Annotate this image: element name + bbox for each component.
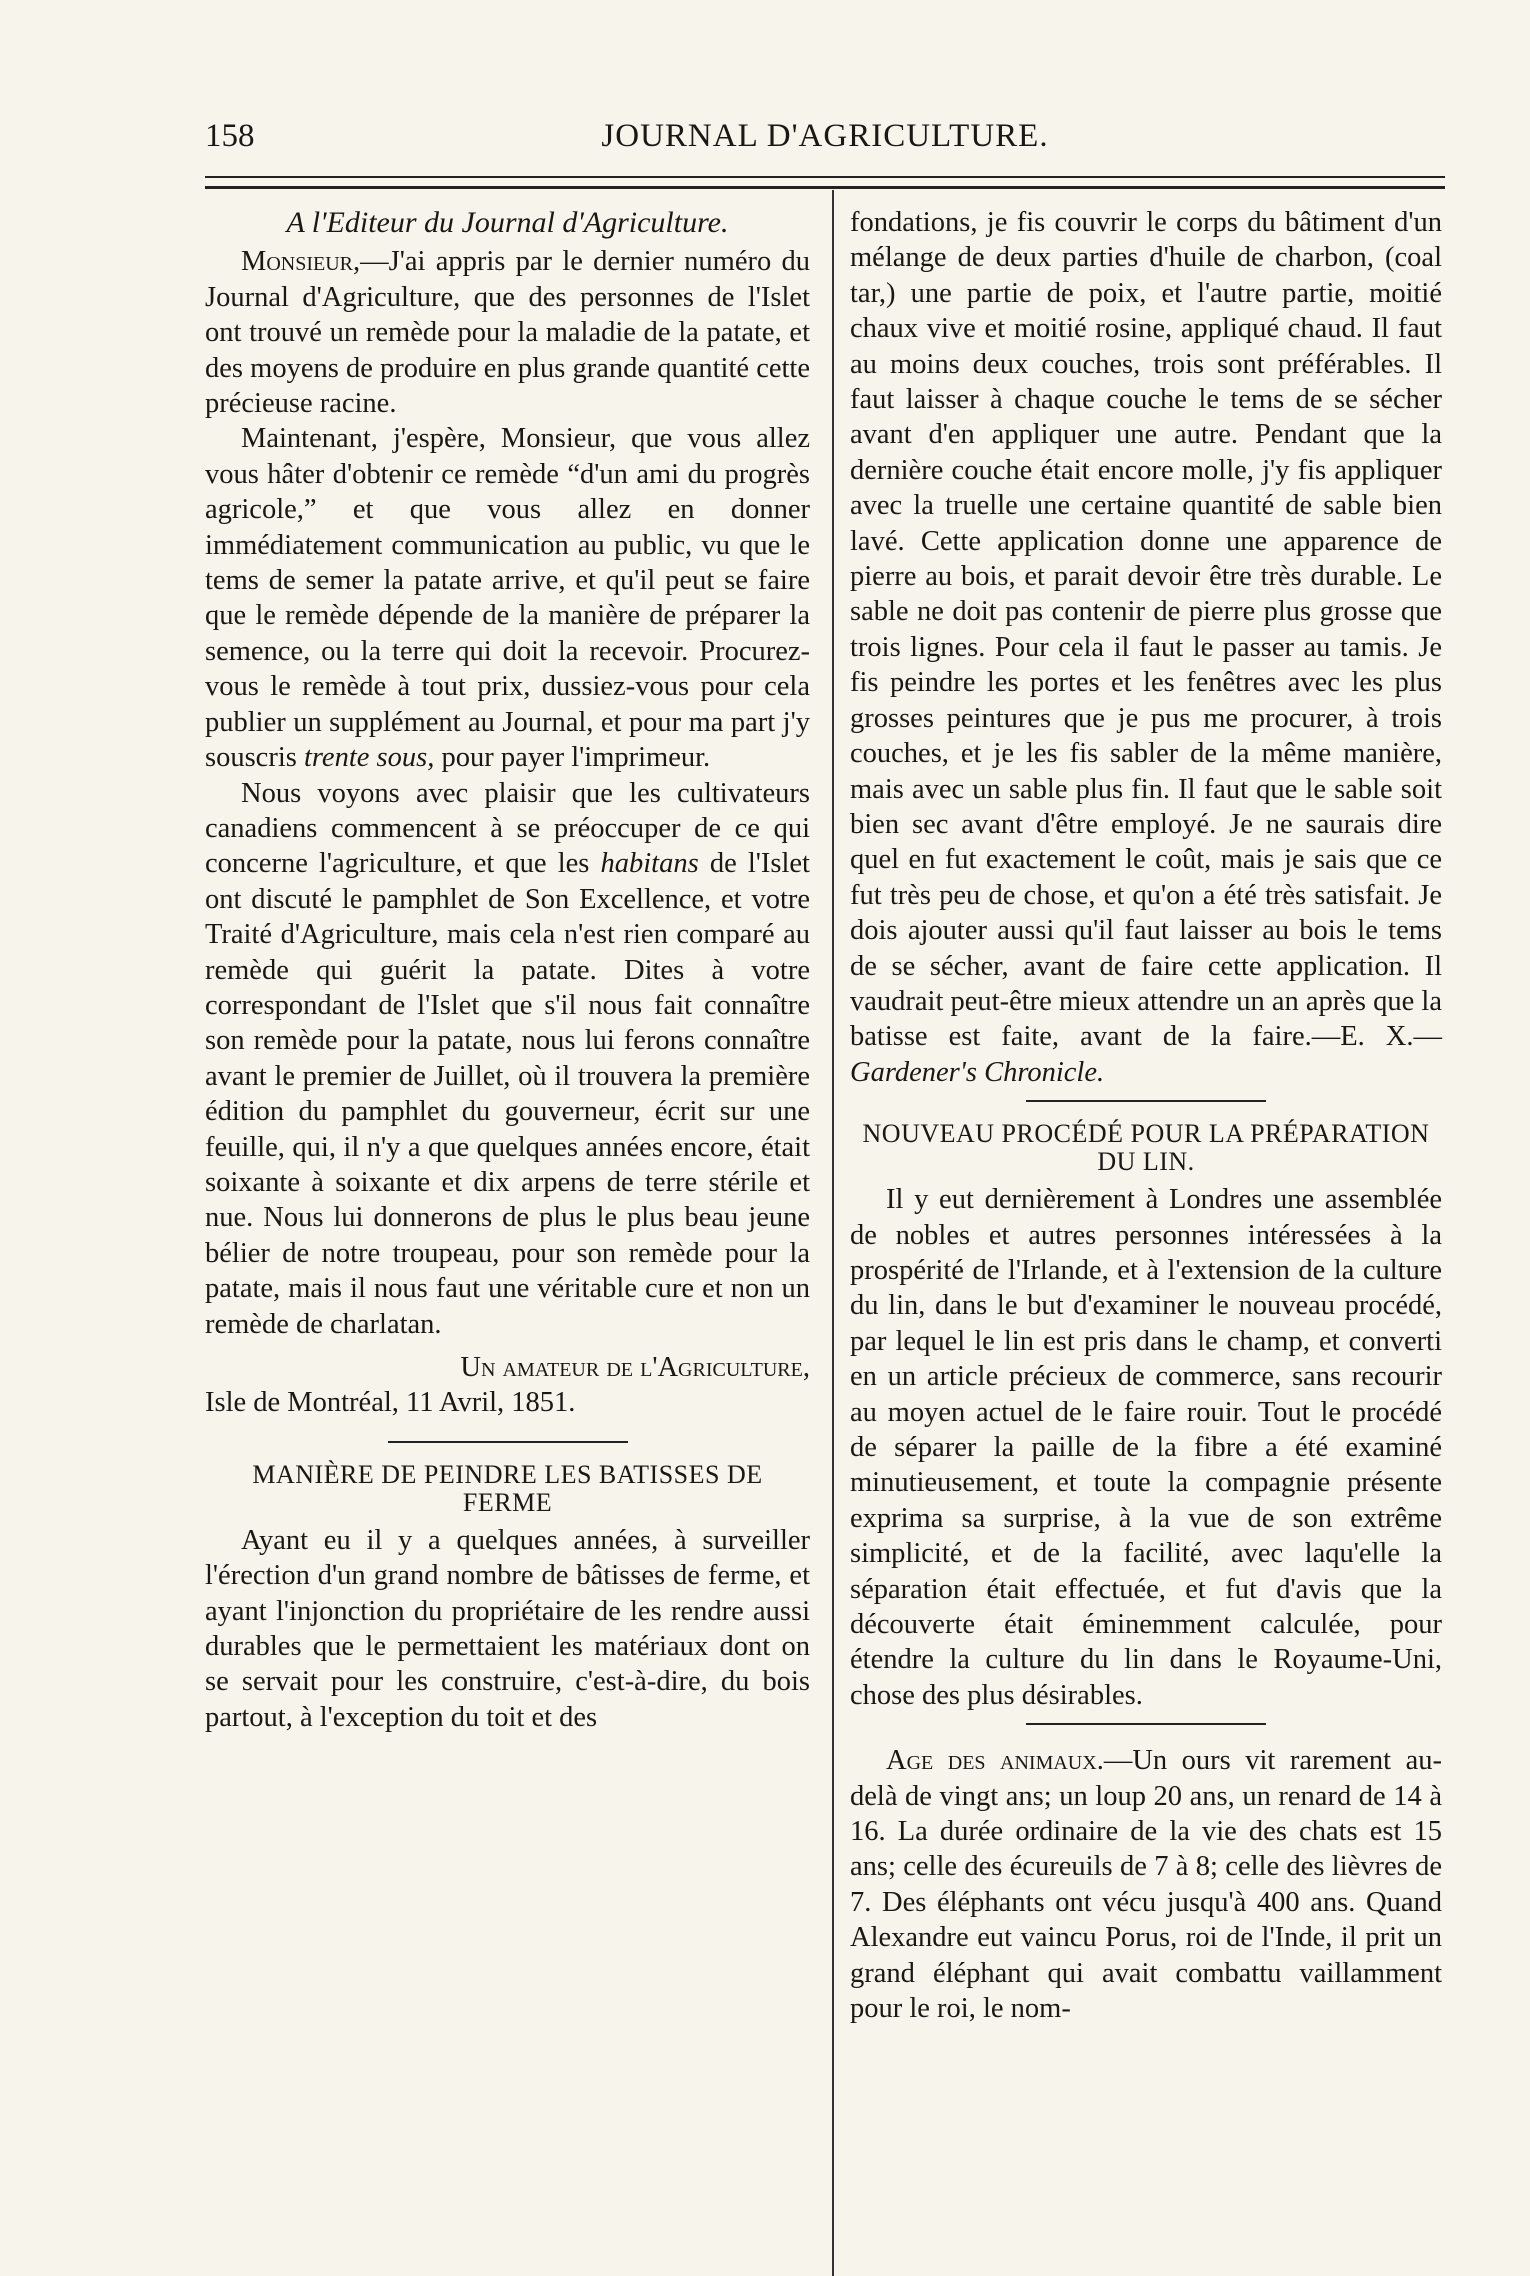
page-header <box>205 118 1445 168</box>
letter-paragraph-2 <box>205 421 810 775</box>
letter-paragraph-3-text-a: Nous voyons avec plaisir que les cultivateurs canadiens commencent à se préoccuper de ce qui concerne l'agriculture, et que les <box>205 777 810 880</box>
letter-paragraph-3 <box>205 776 810 1343</box>
column-divider <box>832 190 834 2276</box>
letter-paragraph-2-text-b: pour payer l'imprimeur. <box>434 742 711 774</box>
painting-continuation-text: fondations, je fis couvrir le corps du bâtiment d'un mélange de deux parties d'huile de charbon, (coal tar,) une partie de poix, et l'autre partie, moitié chaux vive et moitié rosine, appliqué chaud. Il faut au moins deux couches, trois sont préférables. Il faut laisser à chaque couche le tems de se sécher avant d'en appliquer une autre. Pendant que la dernière couche était encore molle, j'y fis appliquer avec la truelle une certaine quantité de sable bien lavé. Cette application donne une apparence de pierre au bois, et parait devoir être très durable. Le sable ne doit pas contenir de pierre plus grosse que trois lignes. Pour cela il faut le passer au tamis. Je fis peindre les portes et les fenêtres avec les plus grosses peintures que je pus me procurer, à trois couches, et je les fis sabler de la même manière, mais avec un sable plus fin. Il faut que le sable soit bien sec avant d'être employé. Je ne saurais dire quel en fut exactement le coût, mais je sais que ce fut très peu de chose, et qu'on a été très satisfait. Je dois ajouter aussi qu'il faut laisser au bois le tems de se sécher, avant de faire cette application. Il vaudrait peut-être mieux attendre un an après que la batisse est faite, avant de la faire.—E. X.— <box>850 207 1442 1053</box>
painting-source: Gardener's Chronicle. <box>850 1056 1105 1088</box>
letter-paragraph-2-text-a: Maintenant, j'espère, Monsieur, que vous allez vous hâter d'obtenir ce remède “d'un ami du progrès agricole,” et que vous allez en donner immédiatement communication au public, vu que le tems de semer la patate arrive, et qu'il peut se faire que le remède dépende de la manière de préparer la semence, ou la terre qui doit la recevoir. Procurez-vous le remède à tout prix, dussiez-vous pour cela publier un supplément au Journal, et pour ma part j'y souscris <box>205 423 810 774</box>
letter-salutation: A l'Editeur du Journal d'Agriculture. <box>286 206 729 239</box>
left-column <box>205 205 810 1735</box>
header-rule <box>205 176 1445 189</box>
painting-continuation <box>850 205 1442 1090</box>
flax-paragraph: Il y eut dernièrement à Londres une assemblée de nobles et autres personnes intéressées à la prospérité de l'Irlande, et à l'extension de la culture du lin, dans le but d'examiner le nouveau procédé, par lequel le lin est pris dans le champ, et converti en un article précieux de commerce, sans recourir au moyen actuel de le faire rouir. Tout le procédé de séparer la paille de la fibre a été examiné minutieusement, et toute la compagnie présente exprima sa surprise, à la vue de son extrême simplicité, et de la facilité, avec laqu'elle la séparation était effectuée, et fut d'avis que la découverte était éminemment calculée, pour étendre la culture du lin dans le Royaume-Uni, chose des plus désirables. <box>850 1184 1442 1711</box>
animals-text: —Un ours vit rarement au-delà de vingt ans; un loup 20 ans, un renard de 14 à 16. La durée ordinaire de la vie des chats est 15 ans; celle des écureuils de 7 à 8; celle des lièvres de 7. Des éléphants ont vécu jusqu'à 400 ans. Quand Alexandre eut vaincu Porus, roi de l'Inde, il prit un grand éléphant qui avait combattu vaillamment pour le roi, le nom- <box>850 1745 1442 2025</box>
painting-paragraph: Ayant eu il y a quelques années, à surveiller l'érection d'un grand nombre de bâtisses de ferme, et ayant l'injonction du propriétaire de les rendre aussi durables que le permettaient les matériaux dont on se servait pour les construire, c'est-à-dire, du bois partout, à l'exception du toit et des <box>205 1524 810 1733</box>
letter-place-date: Isle de Montréal, 11 Avril, 1851. <box>205 1387 576 1419</box>
running-title: JOURNAL D'AGRICULTURE. <box>601 118 1049 154</box>
section-heading-painting: MANIÈRE DE PEINDRE LES BATISSES DE FERME <box>252 1459 763 1517</box>
letter-paragraph-1 <box>205 244 810 421</box>
letter-paragraph-1-text: —J'ai appris par le dernier numéro du Journal d'Agriculture, que des personnes de l'Islet ont trouvé un remède pour la maladie de la patate, et des moyens de produire en plus grande quantité cette précieuse racine. <box>205 246 810 420</box>
section-heading-flax: NOUVEAU PROCÉDÉ POUR LA PRÉPARATION DU LIN. <box>862 1119 1430 1177</box>
right-column <box>850 205 1442 2027</box>
section-divider-right-2 <box>1026 1723 1266 1725</box>
animals-lead: Age des animaux. <box>886 1745 1104 1777</box>
letter-paragraph-2-emphasis: trente sous, <box>303 742 435 774</box>
section-divider-left <box>388 1441 628 1443</box>
letter-opening: Monsieur, <box>241 246 361 278</box>
letter-signature: Un amateur de l'Agriculture, <box>460 1352 810 1383</box>
section-divider-right-1 <box>1026 1100 1266 1102</box>
page-number: 158 <box>205 118 255 154</box>
animals-paragraph <box>850 1743 1442 2026</box>
letter-paragraph-3-text-b: de l'Islet ont discuté le pamphlet de Son Excellence, et votre Traité d'Agriculture, mais cela n'est rien comparé au remède qui guérit la patate. Dites à votre correspondant de l'Islet que s'il nous fait connaître son remède pour la patate, nous lui ferons connaître avant le premier de Juillet, où il trouvera la première édition du pamphlet du gouverneur, écrit sur une feuille, qui, il n'y a que quelques années encore, était soixante à soixante et dix arpens de terre stérile et nue. Nous lui donnerons de plus le plus beau jeune bélier de notre troupeau, pour son remède pour la patate, mais il nous faut une véritable cure et non un remède de charlatan. <box>205 848 810 1340</box>
letter-paragraph-3-emphasis: habitans <box>600 848 699 880</box>
